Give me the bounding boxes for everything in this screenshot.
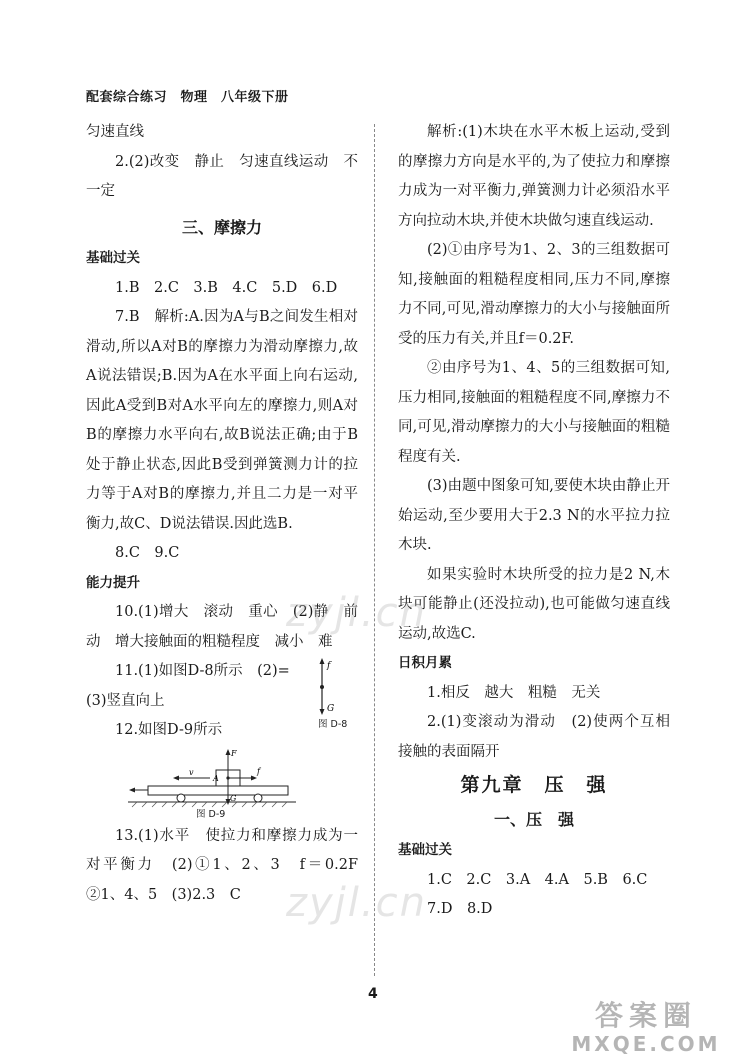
answer-line: 8.C 9.C (115, 545, 180, 561)
force-f-arrowhead (226, 749, 231, 755)
explanation-paragraph: 解析:(1)木块在水平木板上运动,受到的摩擦力方向是水平的,为了使拉力和摩擦力成为一对平衡力,弹簧测力计必须沿水平方向拉动木块,并使木块做匀速直线运动. (398, 124, 670, 229)
answer-line: (3)竖直向上 (86, 692, 165, 709)
object-dot (320, 685, 324, 689)
subheading-ability: 能力提升 (86, 574, 140, 591)
g-label: G (327, 704, 335, 714)
answer-line: 1.B 2.C 3.B 4.C 5.D 6.D (115, 279, 338, 296)
answer-line: 7.D 8.D (427, 901, 493, 917)
answer-line: 2.(2)改变 静止 匀速直线运动 不一定 (86, 153, 358, 199)
subheading-basic: 基础过关 (86, 250, 140, 266)
answer-line: 2.(1)变滚动为滑动 (2)使两个互相接触的表面隔开 (398, 714, 670, 760)
explanation-paragraph: ②由序号为1、4、5的三组数据可知,压力相同,接触面的粗糙程度不同,摩擦力不同,可见,滑动摩擦力的大小与接触面的粗糙程度有关. (398, 360, 670, 465)
answer-line: 11.(1)如图D-8所示 (2)= (115, 663, 290, 679)
watermark: zyjl.cn (286, 590, 427, 636)
section-title: 三、摩擦力 (181, 217, 262, 237)
chapter-title: 第九章 压 强 (460, 774, 608, 796)
answer-line: 1.相反 越大 粗糙 无关 (427, 684, 601, 701)
ground-hatch (132, 802, 287, 807)
cart-board (148, 786, 288, 795)
answer-line: 13.(1)水平 使拉力和摩擦力成为一对平衡力 (2)①1、2、3 f＝0.2F ②1、4、5 (3)2.3 C (86, 827, 373, 903)
column-divider (374, 124, 376, 976)
cart-wheel (254, 794, 262, 802)
figure-d8 (312, 657, 352, 717)
right-column (398, 118, 670, 925)
page-header: 配套综合练习 物理 八年级下册 (86, 90, 289, 105)
explanation-paragraph: (3)由题中图象可知,要使木块由静止开始运动,至少要用大于2.3 N的水平拉力拉木块. (398, 478, 670, 553)
answer-line: 匀速直线 (86, 124, 144, 140)
gravity-label: G (230, 793, 237, 803)
f-label: f (327, 661, 331, 671)
explanation-paragraph: (2)①由序号为1、2、3的三组数据可知,接触面的粗糙程度相同,压力不同,摩擦力不同,可见,滑动摩擦力的大小与接触面所受的压力有关,并且f＝0.2F. (398, 242, 670, 347)
figure-d9-caption: 图 D-9 (196, 808, 226, 820)
answer-line: 1.C 2.C 3.A 4.A 5.B 6.C (427, 871, 648, 888)
velocity-arrowhead (173, 775, 179, 780)
corner-logo-top: 答案圈 (594, 999, 697, 1032)
subheading-daily: 日积月累 (398, 655, 452, 671)
friction-label: f (257, 766, 260, 776)
watermark: zyjl.cn (286, 880, 427, 926)
corner-logo-bottom: MXQE.COM (571, 1032, 721, 1056)
explanation-paragraph: 如果实验时木块所受的拉力是2 N,木块可能静止(还没拉动),也可能做匀速直线运动,故选C. (398, 566, 670, 642)
page-number: 4 (368, 986, 378, 1002)
figure-d8-caption: 图 D-8 (318, 719, 348, 730)
left-column (86, 118, 373, 910)
cart-wheel (177, 794, 185, 802)
friction-arrowhead (320, 658, 325, 664)
velocity-label: v (189, 767, 194, 777)
subheading-basic: 基础过关 (398, 842, 452, 858)
section-title: 一、压 强 (493, 809, 574, 829)
answer-line: 12.如图D-9所示 (115, 722, 223, 738)
friction-arrowhead (251, 775, 257, 780)
force-f-label: F (231, 748, 237, 758)
corner-logo (556, 1000, 736, 1060)
answer-line: 10.(1)增大 滚动 重心 (2)静 前动 增大接触面的粗糙程度 减小 难 (86, 604, 358, 650)
pull-arrowhead (129, 787, 135, 792)
figure-d9 (126, 746, 301, 808)
gravity-arrowhead (320, 709, 325, 715)
answer-explanation: 7.B 解析:A.因为A与B之间发生相对滑动,所以A对B的摩擦力为滑动摩擦力,故A说法错误;B.因为A在水平面上向右运动,因此A受到B对A水平向左的摩擦力,则A对B的摩擦力水平向右,故B说法正确;由于B处于静止状态,因此B受到弹簧测力计的拉力等于A对B的摩擦力,并且二力是一对平衡力,故C、D说法错误.因此选B. (86, 309, 358, 532)
a-label: A (213, 773, 219, 783)
